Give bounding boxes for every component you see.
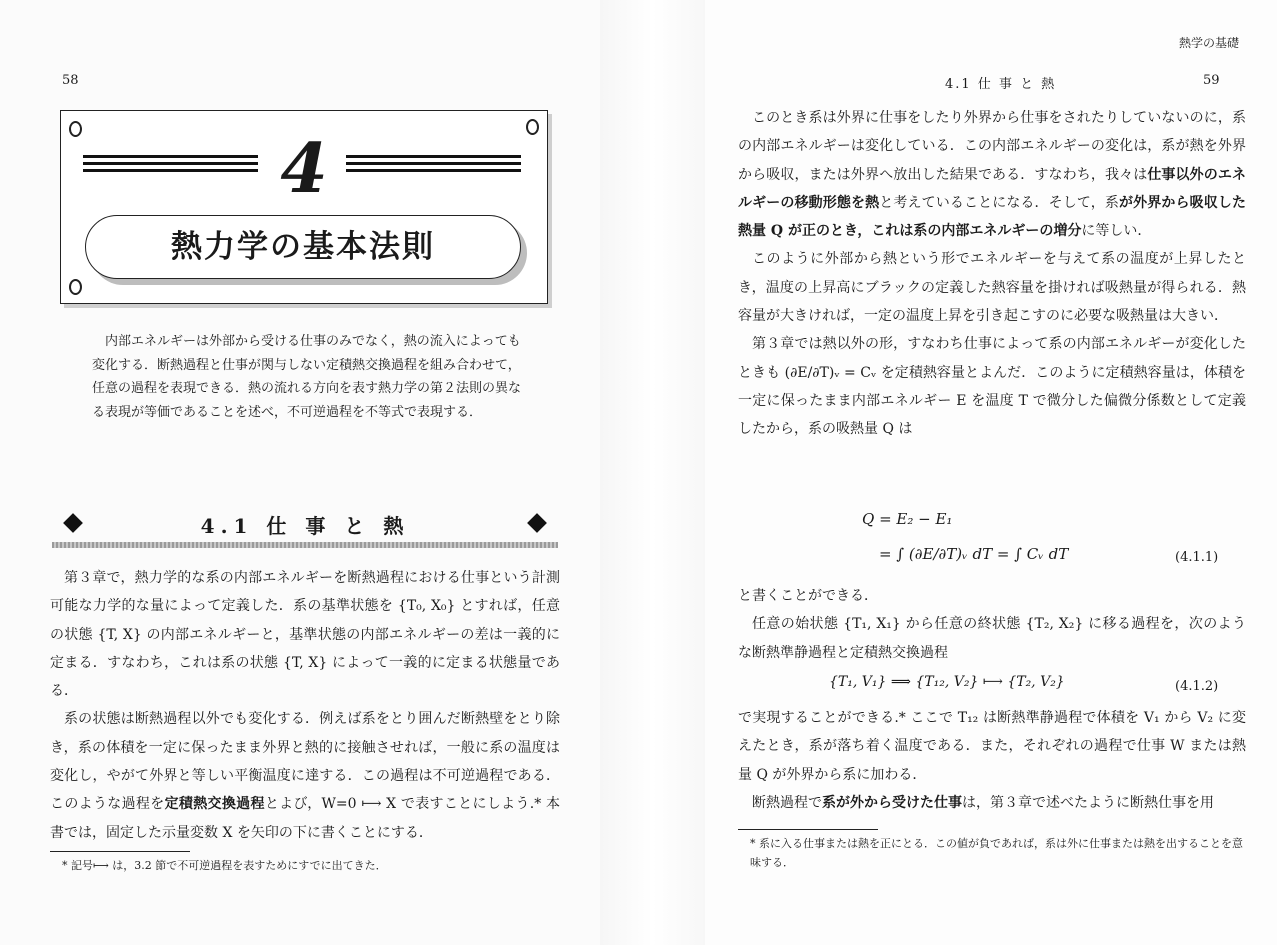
- pin-icon: [69, 279, 82, 295]
- left-page: [0, 0, 600, 945]
- paragraph: 任意の始状態 {T₁, X₁} から任意の終状態 {T₂, X₂} に移る過程を，次のような断熱準静過程と定積熱交換過程: [738, 616, 1246, 661]
- bold-term: 定積熱交換過程: [164, 796, 265, 813]
- equation-line: Q = E₂ − E₁: [862, 510, 953, 528]
- text-run: このとき系は外界に仕事をしたり外界から仕事をされたりしていないのに，系の内部エネルギーは変化している．この内部エネルギーの変化は，系が熱を外界から吸収，または外界へ放出した結果である．すなわち，我々は: [738, 110, 1246, 183]
- paragraph: このように外部から熱という形でエネルギーを与えて系の温度が上昇したとき，温度の上昇高にブラックの定義した熱容量を掛ければ吸熱量が得られる．熱容量が大きければ，一定の温度上昇を引き起こすのに必要な吸熱量は大きい．: [738, 251, 1246, 325]
- paragraph: [738, 789, 1246, 817]
- equation-number-text: (4.1.2): [1175, 679, 1219, 694]
- chapter-banner: [85, 215, 521, 279]
- running-title: 熱学の基礎: [1178, 36, 1239, 50]
- paragraph: [738, 104, 1246, 245]
- equation-text: = ∫ (∂E/∂T)ᵥ dT = ∫ Cᵥ dT: [879, 545, 1069, 563]
- chapter-abstract: [92, 330, 524, 424]
- abstract-text: 内部エネルギーは外部から受ける仕事のみでなく，熱の流入によっても変化する．断熱過程と仕事が関与しない定積熱交換過程を組み合わせて，任意の過程を表現できる．熱の流れる方向を表す熱力学の第２法則の異なる表現が等価であることを述べ，不可逆過程を不等式で表現する．: [92, 334, 522, 420]
- chapter-number: 4: [280, 129, 328, 209]
- bold-term: が外界から吸収した熱量 Q が正のとき，これは系の内部エネルギーの増分: [738, 194, 1246, 240]
- right-body-text: [738, 704, 1246, 817]
- text-run: は，第３章で述べたように断熱仕事を用: [962, 794, 1214, 811]
- right-body-text: [738, 104, 1246, 444]
- bold-term: 系が外から受けた仕事: [822, 794, 962, 811]
- book-gutter: [600, 0, 705, 945]
- equation-line: {T₁, V₁} ⟹ {T₁₂, V₂} ⟼ {T₂, V₂}: [829, 674, 1065, 690]
- chapter-title: 熱力学の基本法則: [171, 229, 435, 265]
- footnote-rule: [738, 829, 878, 830]
- footnote-right: * 系に入る仕事または熱を正にとる．この値が負であれば，系は外に仕事または熱を出することを意味する．: [750, 837, 1243, 869]
- equation-number: [1175, 676, 1218, 694]
- running-head: 4.1 仕 事 と 熱: [945, 77, 1057, 92]
- section-heading: [52, 508, 558, 550]
- text-run: 系の状態は断熱過程以外でも変化する．例えば系をとり囲んだ断熱壁をとり除き，系の体積を一定に保ったまま外界と熱的に接触させれば，一般に系の温度は変化し，やがて外界と等しい平衡温度に達する．この過程は不可逆過程である．このような過程を: [50, 711, 560, 813]
- chapter-plate: [60, 110, 548, 304]
- equation-number-text: (4.1.1): [1175, 550, 1219, 565]
- left-body-text: [50, 564, 560, 847]
- footnote-rule: [50, 851, 190, 852]
- equation-number: [1175, 547, 1218, 565]
- text-run: と考えていることになる．そして，系: [879, 194, 1120, 211]
- page-number-left: 58: [62, 73, 79, 88]
- text-run: に等しい．: [1081, 223, 1152, 240]
- section-title: 4.1 仕 事 と 熱: [200, 514, 410, 538]
- text-run: 断熱過程で: [752, 794, 822, 811]
- text-run: とよび，W=0 ⟼ X で表すことにしよう.* 本書では，固定した示量変数 X を矢印の下に書くことにする．: [50, 796, 561, 841]
- paragraph: [50, 705, 560, 846]
- page-number-right: 59: [1203, 73, 1220, 88]
- right-page: [705, 0, 1277, 945]
- paragraph: と書くことができる．: [738, 588, 878, 604]
- section-rule: [52, 542, 558, 548]
- bold-term: 仕事以外のエネルギーの移動形態を熱: [738, 166, 1246, 211]
- paragraph: 第３章で，熱力学的な系の内部エネルギーを断熱過程における仕事という計測可能な力学的な量によって定義した．系の基準状態を {T₀, X₀} とすれば，任意の状態 {T, X} の内部エネルギーと，基準状態の内部エネルギーの差は一義的に定まる．すなわち，これは系の状態 {T, X} によって一義的に定まる状態量である．: [50, 570, 560, 700]
- footnote-left: * 記号⟼ は，3.2 節で不可逆過程を表すためにすでに出てきた．: [62, 859, 387, 872]
- right-body-text: [738, 582, 1246, 667]
- paragraph: で実現することができる.* ここで T₁₂ は断熱準静過程で体積を V₁ から V₂ に変えたとき，系が落ち着く温度である．また，それぞれの過程で仕事 W または熱量 Q が外界から系に加わる．: [738, 710, 1246, 783]
- paragraph: 第３章では熱以外の形，すなわち仕事によって系の内部エネルギーが変化したときも (∂E/∂T)ᵥ = Cᵥ を定積熱容量とよんだ．このように定積熱容量は，体積を一定に保ったまま内部エネルギー E を温度 T で微分した偏微分係数として定義したから，系の吸熱量 Q は: [738, 336, 1246, 438]
